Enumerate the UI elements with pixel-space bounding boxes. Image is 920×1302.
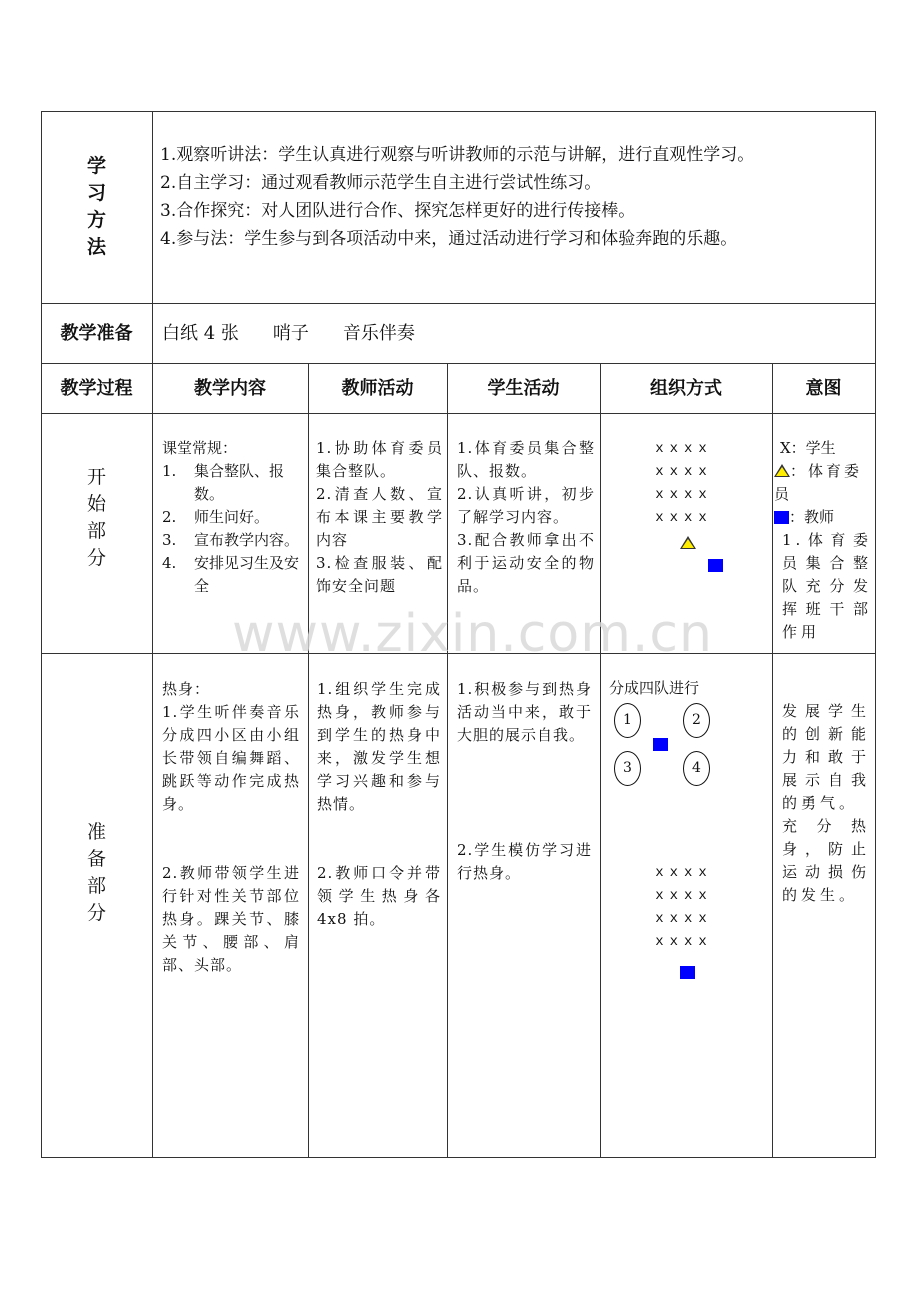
section-prep-teacher [317, 678, 441, 931]
item-number: 3. [162, 531, 177, 549]
teacher-activity: 1.组织学生完成热身，教师参与到学生的热身中来，激发学生想学习兴趣和参与热情。 [317, 680, 441, 813]
content-item [162, 529, 308, 552]
header-content: 教学内容 [194, 377, 266, 399]
student-activity: 1.体育委员集合整队、报数。 [457, 439, 595, 480]
intent-text: 充分热身，防止运动损伤的发生。 [782, 817, 870, 904]
learning-method-item: 3.合作探究：对人团队进行合作、探究怎样更好的进行传接棒。 [160, 201, 636, 221]
section-start-teacher [316, 437, 443, 598]
monitor-triangle-icon [680, 533, 696, 556]
section-start-content [162, 437, 308, 598]
row-divider [41, 413, 876, 414]
intent-text: 1.体育委员集合整队充分发挥班干部作用 [782, 531, 872, 641]
preparation-label: 教学准备 [60, 322, 133, 344]
section-start-label [41, 413, 152, 653]
section-prep-organization [600, 653, 772, 1157]
lesson-plan-table [41, 111, 876, 1157]
label-char: 学 [86, 155, 106, 177]
label-char: 部 [86, 520, 106, 542]
col-divider [447, 363, 448, 1158]
student-row: xxxx [655, 441, 713, 457]
teacher-square-icon [774, 511, 789, 524]
section-prep-student [457, 678, 592, 885]
group-circle: 2 [683, 703, 710, 738]
student-formation [600, 438, 734, 530]
learning-method-item: 4.参与法：学生参与到各项活动中来，通过活动进行学习和体验奔跑的乐趣。 [160, 229, 738, 249]
student-row: xxxx [655, 934, 713, 950]
teacher-activity: 2.教师口令并带领学生热身各 4x8 拍。 [317, 864, 441, 928]
student-row: xxxx [655, 865, 713, 881]
preparation-item: 哨子 [272, 322, 309, 344]
learning-methods-list [160, 141, 872, 253]
item-text: 安排见习生及安全 [194, 554, 300, 595]
label-char: 开 [86, 466, 106, 488]
item-text: 宣布教学内容。 [194, 531, 300, 549]
learning-methods-label [41, 111, 152, 303]
content-item [162, 460, 308, 506]
col-divider [772, 363, 773, 1158]
item-number: 2. [162, 508, 177, 526]
table-border-top [41, 111, 876, 112]
header-process: 教学过程 [60, 377, 133, 399]
teacher-activity: 3.检查服装、配饰安全问题 [316, 554, 443, 595]
section-start-intent [774, 437, 872, 644]
preparation-item: 白纸 4 张 [162, 322, 239, 344]
content-list [162, 460, 308, 598]
header-organization: 组织方式 [650, 377, 722, 399]
content-item: 1.学生听伴奏音乐分成四小区由小组长带领自编舞蹈、跳跃等动作完成热身。 [162, 703, 300, 813]
teacher-square-icon [653, 735, 668, 758]
section-start-student [457, 437, 595, 598]
legend-student: X：学生 [780, 439, 836, 457]
group-circle: 4 [683, 751, 710, 786]
section-start-formation [600, 438, 772, 530]
item-number: 1. [162, 462, 177, 480]
legend-monitor [774, 460, 872, 506]
label-char: 部 [86, 875, 106, 897]
teacher-activity: 1.协助体育委员集合整队。 [316, 439, 443, 480]
header-teacher: 教师活动 [341, 377, 414, 399]
student-activity: 3.配合教师拿出不利于运动安全的物品。 [457, 531, 595, 595]
label-char: 方 [86, 209, 106, 231]
table-border-right [875, 111, 876, 1158]
col-divider [152, 111, 153, 1158]
watermark: www.zixin.com.cn [232, 604, 713, 664]
section-prep-intent [782, 700, 870, 907]
group-circle: 1 [614, 703, 641, 738]
student-activity: 1.积极参与到热身活动当中来，敢于大胆的展示自我。 [457, 680, 592, 744]
label-char: 法 [86, 236, 106, 258]
teacher-square-icon [708, 556, 723, 579]
monitor-triangle-icon [774, 464, 790, 477]
label-char: 分 [86, 902, 106, 924]
label-char: 习 [86, 182, 106, 204]
student-row: xxxx [655, 487, 713, 503]
student-activity: 2.学生模仿学习进行热身。 [457, 841, 592, 882]
label-char: 始 [86, 493, 106, 515]
item-number: 4. [162, 554, 177, 572]
student-activity: 2.认真听讲，初步了解学习内容。 [457, 485, 595, 526]
item-text: 集合整队、报数。 [194, 462, 285, 503]
label-char: 准 [86, 821, 106, 843]
student-row: xxxx [655, 464, 713, 480]
learning-method-item: 1.观察听讲法：学生认真进行观察与听讲教师的示范与讲解，进行直观性学习。 [160, 145, 755, 165]
content-item [162, 506, 308, 529]
header-intent: 意图 [805, 377, 842, 399]
student-row: xxxx [655, 510, 713, 526]
preparation-item: 音乐伴奏 [342, 322, 415, 344]
organization-title: 分成四队进行 [609, 679, 700, 697]
student-formation [634, 862, 734, 954]
legend-text: ：教师 [789, 508, 835, 526]
content-item [162, 552, 308, 598]
legend-teacher [774, 506, 872, 529]
learning-method-item: 2.自主学习：通过观看教师示范学生自主进行尝试性练习。 [160, 173, 602, 193]
teacher-square-icon [680, 963, 695, 986]
table-border-bottom [41, 1157, 876, 1158]
label-char: 备 [86, 848, 106, 870]
label-char: 分 [86, 547, 106, 569]
teacher-activity: 2.清查人数、宣布本课主要教学内容 [316, 485, 443, 549]
header-student: 学生活动 [487, 377, 560, 399]
preparation-items [162, 303, 415, 363]
item-text: 师生问好。 [194, 508, 270, 526]
legend-text: ：体育委员 [774, 462, 863, 503]
content-title: 课堂常规： [162, 439, 238, 457]
section-prep-label [41, 653, 152, 1157]
content-title: 热身： [162, 680, 211, 698]
col-divider [308, 363, 309, 1158]
student-row: xxxx [655, 888, 713, 904]
section-prep-content [162, 678, 300, 977]
group-circle: 3 [614, 751, 641, 786]
content-item: 2.教师带领学生进行针对性关节部位热身。踝关节、膝关节、腰部、肩部、头部。 [162, 864, 300, 974]
intent-text: 发展学生的创新能力和敢于展示自我的勇气。 [782, 702, 870, 812]
student-row: xxxx [655, 911, 713, 927]
